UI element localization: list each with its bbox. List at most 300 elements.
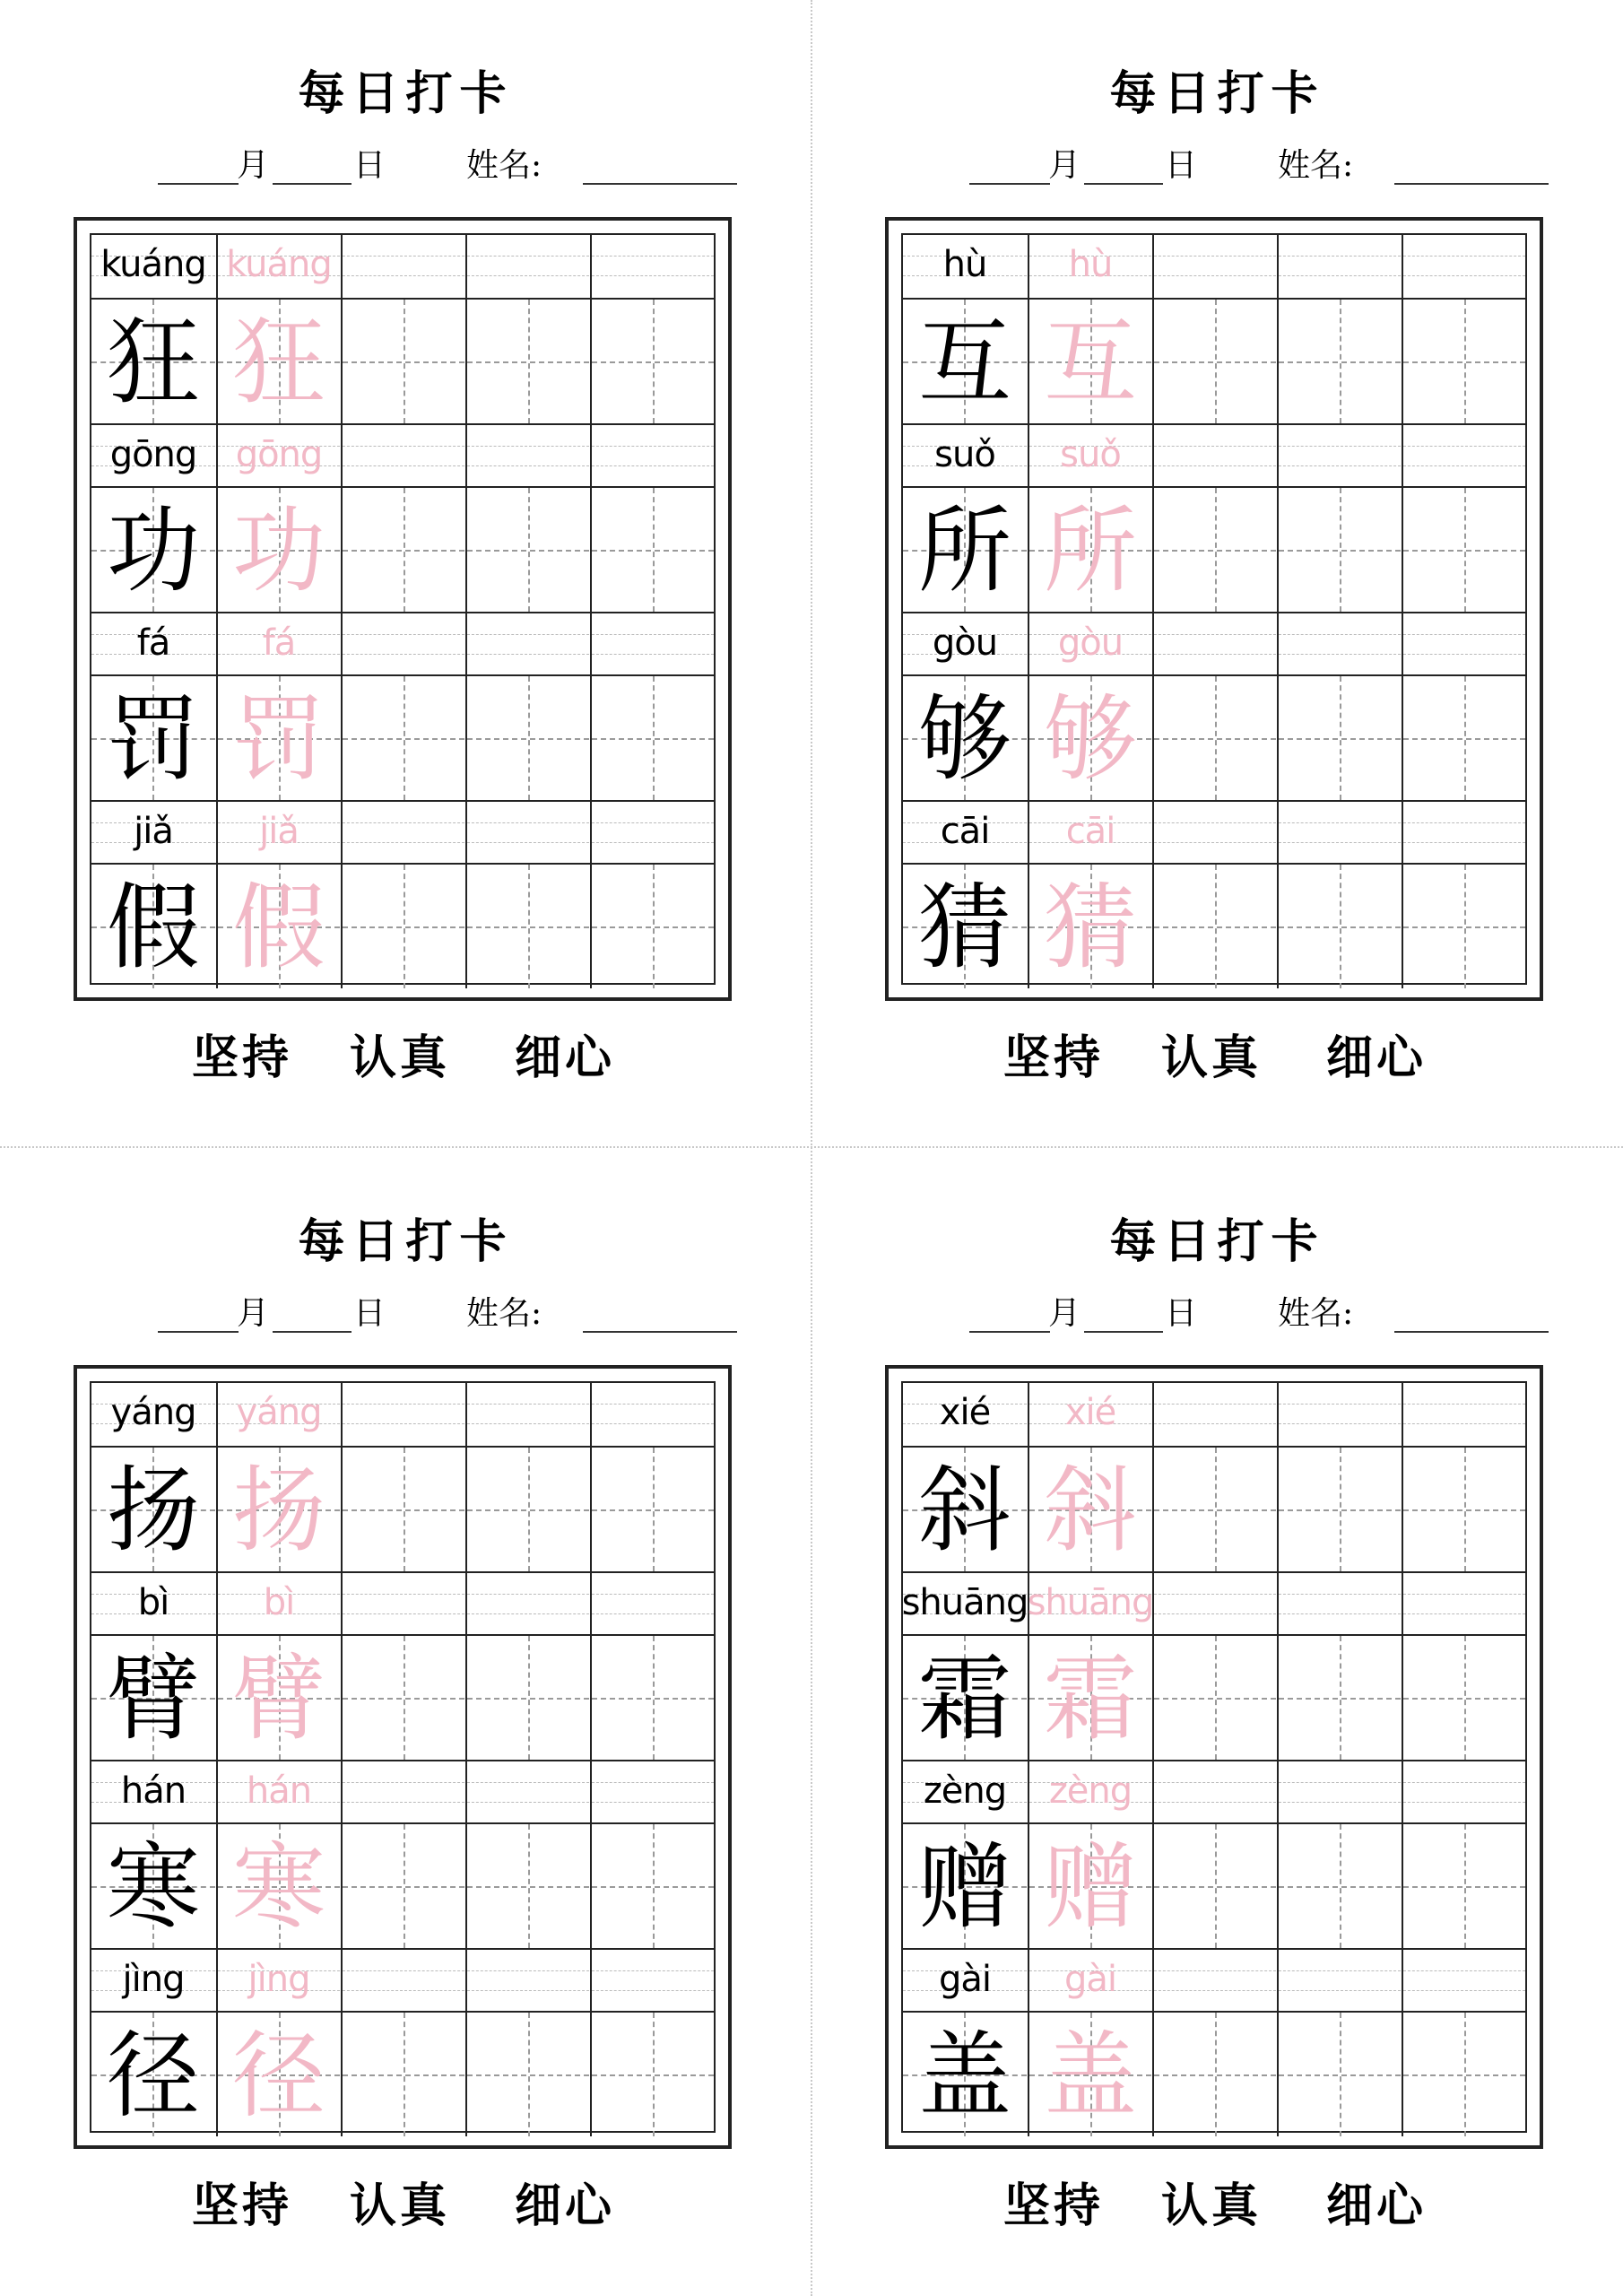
pinyin-text: gài: [938, 1959, 991, 2000]
guide-line: [1403, 1802, 1525, 1803]
guide-line: [343, 822, 464, 823]
cross-guide: [404, 865, 405, 988]
pinyin-cell: [903, 235, 1027, 298]
writing-cell: [590, 1824, 714, 1948]
character-row: [91, 863, 714, 988]
model-character: 互: [917, 308, 1011, 417]
guide-line: [467, 842, 589, 843]
writing-cell: [216, 1824, 340, 1948]
pinyin-cell: [341, 425, 464, 486]
slogan-attentive: 细心: [515, 2179, 616, 2233]
cross-guide: [1464, 676, 1466, 800]
guide-line: [343, 1802, 464, 1803]
cross-guide: [1215, 865, 1217, 988]
pinyin-cell: [216, 1573, 340, 1634]
cross-guide: [1464, 865, 1466, 988]
cross-guide: [653, 2013, 655, 2136]
trace-character: 互: [1043, 308, 1137, 417]
cross-guide: [1464, 1824, 1466, 1948]
day-label: 日: [353, 147, 386, 184]
model-character: 霜: [917, 1644, 1011, 1753]
guide-line: [1403, 1594, 1525, 1595]
guide-line: [343, 1970, 464, 1971]
tianzige-grid: [90, 233, 716, 985]
pinyin-cell: [903, 613, 1027, 674]
cross-guide: [1464, 2013, 1466, 2136]
model-character: 臂: [106, 1644, 200, 1753]
guide-line: [1403, 1990, 1525, 1991]
guide-line: [467, 654, 589, 655]
tianzige-grid: [901, 1381, 1527, 2133]
writing-cell: [1277, 2013, 1401, 2136]
pinyin-row: [91, 235, 714, 298]
guide-line: [592, 465, 714, 466]
writing-cell: [1277, 1448, 1401, 1571]
pinyin-cell: [91, 1950, 215, 2011]
guide-line: [1279, 1594, 1401, 1595]
pinyin-trace-text: gōng: [235, 434, 323, 475]
guide-line: [1403, 822, 1525, 823]
guide-line: [592, 822, 714, 823]
guide-line: [1403, 842, 1525, 843]
pinyin-cell: [465, 235, 589, 298]
cross-guide: [528, 865, 530, 988]
guide-line: [1403, 1404, 1525, 1405]
name-blank: [583, 1331, 737, 1333]
guide-line: [592, 1782, 714, 1783]
pinyin-trace-text: gòu: [1057, 622, 1124, 664]
guide-line: [592, 634, 714, 635]
writing-cell: [341, 300, 464, 423]
writing-cell: [1402, 676, 1525, 800]
guide-line: [1403, 654, 1525, 655]
guide-line: [1279, 1970, 1401, 1971]
guide-line: [343, 634, 464, 635]
guide-line: [343, 256, 464, 257]
pinyin-cell: [903, 425, 1027, 486]
month-blank: [969, 1331, 1050, 1333]
card-title: 每日打卡: [298, 1214, 514, 1269]
pinyin-cell: [1402, 425, 1525, 486]
guide-line: [467, 1970, 589, 1971]
model-character: 狂: [106, 308, 200, 417]
pinyin-cell: [1152, 1383, 1276, 1446]
writing-cell: [1028, 488, 1151, 612]
pinyin-cell: [590, 235, 714, 298]
month-label: 月: [1048, 147, 1081, 184]
month-label: 月: [237, 1295, 270, 1332]
cross-guide: [404, 488, 405, 612]
cross-guide: [528, 1824, 530, 1948]
guide-line: [1279, 654, 1401, 655]
writing-cell: [341, 865, 464, 988]
writing-cell: [590, 300, 714, 423]
pinyin-cell: [465, 802, 589, 863]
month-blank: [158, 183, 239, 185]
writing-cell: [1152, 1448, 1276, 1571]
writing-cell: [1277, 865, 1401, 988]
slogan-careful: 认真: [350, 1031, 451, 1085]
guide-line: [1279, 1613, 1401, 1614]
writing-cell: [903, 1636, 1027, 1760]
pinyin-row: [903, 800, 1525, 863]
pinyin-text: jìng: [122, 1959, 185, 2000]
pinyin-trace-text: jiǎ: [259, 811, 299, 852]
pinyin-cell: [91, 1573, 215, 1634]
slogan-attentive: 细心: [515, 1031, 616, 1085]
pinyin-cell: [903, 1573, 1027, 1634]
guide-line: [467, 275, 589, 276]
writing-sheet: [74, 217, 732, 1001]
guide-line: [1154, 465, 1276, 466]
pinyin-row: [91, 612, 714, 674]
writing-cell: [1402, 865, 1525, 988]
trace-character: 赠: [1043, 1832, 1137, 1942]
model-character: 斜: [917, 1456, 1011, 1565]
guide-line: [1403, 446, 1525, 447]
writing-cell: [590, 2013, 714, 2136]
pinyin-cell: [590, 1383, 714, 1446]
cross-guide: [528, 676, 530, 800]
pinyin-text: gōng: [109, 434, 197, 475]
pinyin-row: [91, 800, 714, 863]
trace-character: 所: [1043, 496, 1137, 605]
guide-line: [1279, 446, 1401, 447]
writing-cell: [590, 1448, 714, 1571]
guide-line: [1154, 1802, 1276, 1803]
pinyin-cell: [1277, 1383, 1401, 1446]
cross-guide: [1340, 300, 1341, 423]
guide-line: [1403, 256, 1525, 257]
guide-line: [592, 1594, 714, 1595]
name-label: 姓名:: [466, 147, 542, 184]
model-character: 径: [106, 2021, 200, 2130]
cross-guide: [653, 488, 655, 612]
day-label: 日: [353, 1295, 386, 1332]
pinyin-cell: [1277, 235, 1401, 298]
trace-character: 罚: [231, 684, 325, 794]
cross-guide: [1340, 1636, 1341, 1760]
writing-cell: [1028, 865, 1151, 988]
guide-line: [1154, 1782, 1276, 1783]
character-row: [903, 298, 1525, 423]
cross-guide: [1340, 488, 1341, 612]
guide-line: [467, 1423, 589, 1424]
cross-guide: [528, 1448, 530, 1571]
writing-cell: [465, 865, 589, 988]
pinyin-cell: [1402, 1383, 1525, 1446]
writing-cell: [465, 1824, 589, 1948]
name-blank: [583, 183, 737, 185]
guide-line: [592, 654, 714, 655]
cross-guide: [528, 2013, 530, 2136]
pinyin-row: [903, 612, 1525, 674]
pinyin-cell: [341, 1573, 464, 1634]
pinyin-trace-text: cāi: [1065, 811, 1115, 852]
writing-cell: [1152, 488, 1276, 612]
cross-guide: [528, 488, 530, 612]
card-title: 每日打卡: [298, 66, 514, 121]
name-label: 姓名:: [1278, 147, 1354, 184]
guide-line: [1403, 1970, 1525, 1971]
cross-guide: [1340, 676, 1341, 800]
pinyin-trace-text: shuāng: [1027, 1582, 1154, 1623]
cross-guide: [653, 1448, 655, 1571]
pinyin-cell: [1152, 1761, 1276, 1822]
pinyin-cell: [903, 1761, 1027, 1822]
pinyin-cell: [91, 802, 215, 863]
month-label: 月: [237, 147, 270, 184]
pinyin-trace-text: gài: [1063, 1959, 1116, 2000]
guide-line: [592, 256, 714, 257]
guide-line: [343, 1990, 464, 1991]
pinyin-cell: [1027, 1573, 1154, 1634]
pinyin-trace-text: yáng: [236, 1392, 322, 1433]
pinyin-cell: [1028, 613, 1151, 674]
guide-line: [467, 1990, 589, 1991]
character-row: [91, 674, 714, 800]
guide-line: [592, 1423, 714, 1424]
writing-cell: [903, 865, 1027, 988]
cross-guide: [404, 2013, 405, 2136]
slogan-persist: 坚持: [1003, 1031, 1105, 1085]
character-row: [903, 674, 1525, 800]
cross-guide: [404, 1824, 405, 1948]
pinyin-row: [903, 1760, 1525, 1822]
trace-character: 够: [1043, 684, 1137, 794]
pinyin-text: shuāng: [901, 1582, 1028, 1623]
pinyin-cell: [216, 1383, 340, 1446]
pinyin-cell: [1152, 235, 1276, 298]
practice-card: [812, 1148, 1623, 2296]
pinyin-cell: [465, 1573, 589, 1634]
trace-character: 斜: [1043, 1456, 1137, 1565]
pinyin-cell: [590, 613, 714, 674]
character-row: [903, 1822, 1525, 1948]
writing-cell: [1028, 1824, 1151, 1948]
tianzige-grid: [901, 233, 1527, 985]
writing-cell: [1152, 1636, 1276, 1760]
character-row: [903, 2011, 1525, 2136]
writing-cell: [1028, 1448, 1151, 1571]
day-blank: [273, 1331, 352, 1333]
slogan-attentive: 细心: [1326, 1031, 1428, 1085]
pinyin-cell: [465, 1761, 589, 1822]
writing-cell: [1028, 676, 1151, 800]
pinyin-row: [903, 1948, 1525, 2011]
pinyin-cell: [903, 1383, 1027, 1446]
pinyin-cell: [1028, 235, 1151, 298]
guide-line: [1154, 256, 1276, 257]
cross-guide: [404, 1448, 405, 1571]
pinyin-cell: [1402, 1761, 1525, 1822]
pinyin-text: hán: [120, 1770, 187, 1812]
writing-cell: [1028, 2013, 1151, 2136]
pinyin-cell: [1277, 425, 1401, 486]
guide-line: [467, 1782, 589, 1783]
slogan-persist: 坚持: [192, 2179, 293, 2233]
guide-line: [343, 1613, 464, 1614]
cross-guide: [404, 300, 405, 423]
writing-cell: [903, 300, 1027, 423]
writing-cell: [465, 1448, 589, 1571]
writing-cell: [216, 865, 340, 988]
pinyin-trace-text: xié: [1064, 1392, 1116, 1433]
writing-cell: [216, 300, 340, 423]
pinyin-row: [91, 423, 714, 486]
guide-line: [467, 1802, 589, 1803]
guide-line: [1279, 465, 1401, 466]
pinyin-row: [903, 423, 1525, 486]
slogan-careful: 认真: [350, 2179, 451, 2233]
cross-guide: [1340, 1824, 1341, 1948]
guide-line: [467, 465, 589, 466]
guide-line: [592, 1970, 714, 1971]
writing-cell: [91, 300, 215, 423]
guide-line: [1154, 275, 1276, 276]
name-blank: [1394, 183, 1549, 185]
pinyin-text: hù: [942, 244, 987, 285]
pinyin-cell: [590, 1573, 714, 1634]
cross-guide: [653, 1824, 655, 1948]
character-row: [91, 1634, 714, 1760]
pinyin-cell: [1152, 802, 1276, 863]
pinyin-cell: [1277, 1573, 1401, 1634]
guide-line: [592, 1802, 714, 1803]
cross-guide: [653, 865, 655, 988]
guide-line: [1279, 1423, 1401, 1424]
slogan-persist: 坚持: [1003, 2179, 1105, 2233]
guide-line: [1154, 1423, 1276, 1424]
guide-line: [1403, 275, 1525, 276]
pinyin-cell: [903, 1950, 1027, 2011]
pinyin-cell: [216, 235, 340, 298]
model-character: 赠: [917, 1832, 1011, 1942]
model-character: 寒: [106, 1832, 200, 1942]
guide-line: [592, 842, 714, 843]
pinyin-cell: [465, 1950, 589, 2011]
guide-line: [343, 1782, 464, 1783]
writing-cell: [1402, 300, 1525, 423]
guide-line: [1154, 842, 1276, 843]
guide-line: [1154, 1990, 1276, 1991]
pinyin-cell: [1028, 1383, 1151, 1446]
pinyin-trace-text: kuáng: [226, 244, 332, 285]
cross-guide: [653, 300, 655, 423]
trace-character: 狂: [231, 308, 325, 417]
guide-line: [1279, 634, 1401, 635]
guide-line: [592, 275, 714, 276]
writing-cell: [903, 1448, 1027, 1571]
slogan-attentive: 细心: [1326, 2179, 1428, 2233]
guide-line: [1279, 822, 1401, 823]
guide-line: [592, 1990, 714, 1991]
writing-cell: [590, 1636, 714, 1760]
cross-guide: [1340, 865, 1341, 988]
pinyin-cell: [1277, 802, 1401, 863]
writing-cell: [1277, 676, 1401, 800]
month-blank: [158, 1331, 239, 1333]
cross-guide: [1340, 1448, 1341, 1571]
card-title: 每日打卡: [1109, 66, 1325, 121]
model-character: 罚: [106, 684, 200, 794]
writing-cell: [216, 1636, 340, 1760]
guide-line: [467, 446, 589, 447]
guide-line: [343, 842, 464, 843]
pinyin-cell: [341, 235, 464, 298]
pinyin-cell: [216, 613, 340, 674]
cross-guide: [1215, 300, 1217, 423]
model-character: 所: [917, 496, 1011, 605]
character-row: [903, 1634, 1525, 1760]
cross-guide: [528, 1636, 530, 1760]
guide-line: [343, 275, 464, 276]
pinyin-row: [903, 235, 1525, 298]
writing-cell: [91, 488, 215, 612]
pinyin-cell: [91, 425, 215, 486]
cross-guide: [404, 676, 405, 800]
character-row: [91, 486, 714, 612]
day-blank: [1084, 1331, 1163, 1333]
guide-line: [1154, 1613, 1276, 1614]
writing-cell: [91, 1824, 215, 1948]
pinyin-cell: [903, 802, 1027, 863]
trace-character: 霜: [1043, 1644, 1137, 1753]
writing-cell: [216, 1448, 340, 1571]
cross-guide: [1215, 488, 1217, 612]
pinyin-text: jiǎ: [134, 811, 173, 852]
writing-cell: [341, 1824, 464, 1948]
pinyin-cell: [590, 1761, 714, 1822]
pinyin-text: zèng: [923, 1770, 1007, 1812]
pinyin-cell: [341, 613, 464, 674]
pinyin-trace-text: hán: [246, 1770, 312, 1812]
guide-line: [1154, 634, 1276, 635]
writing-cell: [1402, 1636, 1525, 1760]
cross-guide: [404, 1636, 405, 1760]
pinyin-trace-text: hù: [1068, 244, 1113, 285]
guide-line: [1279, 1404, 1401, 1405]
pinyin-cell: [1402, 235, 1525, 298]
pinyin-text: gòu: [932, 622, 998, 664]
writing-cell: [1028, 300, 1151, 423]
cross-guide: [653, 1636, 655, 1760]
writing-sheet: [885, 217, 1543, 1001]
pinyin-cell: [1402, 802, 1525, 863]
pinyin-cell: [341, 1761, 464, 1822]
cross-guide: [528, 300, 530, 423]
guide-line: [1154, 446, 1276, 447]
tianzige-grid: [90, 1381, 716, 2133]
cross-guide: [1215, 2013, 1217, 2136]
guide-line: [343, 654, 464, 655]
pinyin-cell: [91, 1383, 215, 1446]
writing-cell: [1402, 2013, 1525, 2136]
cross-guide: [1464, 488, 1466, 612]
writing-cell: [91, 1636, 215, 1760]
slogan-persist: 坚持: [192, 1031, 293, 1085]
model-character: 假: [106, 873, 200, 982]
pinyin-cell: [216, 425, 340, 486]
pinyin-trace-text: fá: [262, 622, 296, 664]
guide-line: [467, 256, 589, 257]
guide-line: [343, 1423, 464, 1424]
guide-line: [467, 822, 589, 823]
writing-cell: [91, 2013, 215, 2136]
guide-line: [1279, 1802, 1401, 1803]
guide-line: [1279, 1990, 1401, 1991]
pinyin-cell: [1028, 1761, 1151, 1822]
